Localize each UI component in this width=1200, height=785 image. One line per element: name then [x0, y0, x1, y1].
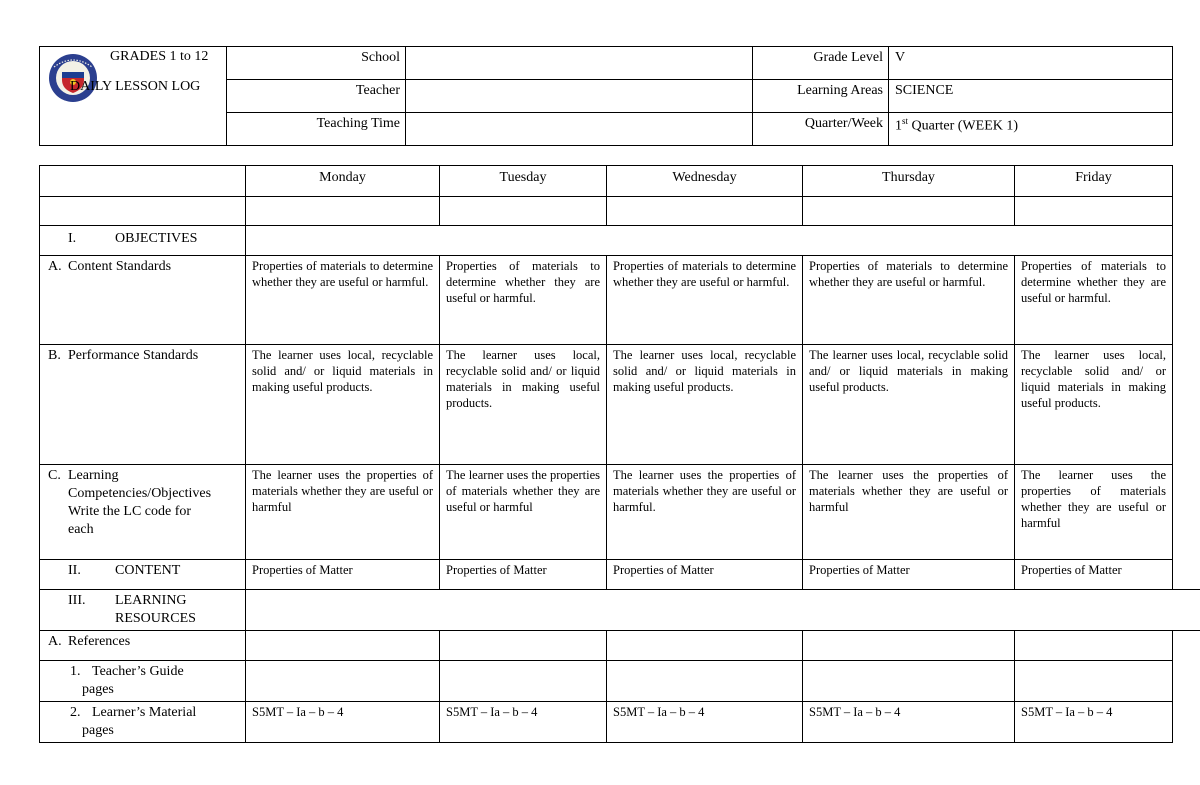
blank-cell[interactable]: [440, 197, 607, 226]
teachers-guide-thursday[interactable]: [803, 661, 1015, 702]
objectives-text: OBJECTIVES: [115, 231, 198, 246]
margin-cell: [1173, 226, 1200, 256]
blank-cell[interactable]: [1015, 197, 1173, 226]
content-label: [40, 560, 246, 590]
learners-material-tuesday[interactable]: S5MT – Ia – b – 4: [440, 702, 607, 743]
objectives-label: [40, 226, 246, 256]
learners-material-monday[interactable]: S5MT – Ia – b – 4: [246, 702, 440, 743]
competencies-friday[interactable]: The learner uses the properties of materials whether they are useful or harmful: [1015, 465, 1173, 560]
objectives-row: [40, 226, 1200, 256]
content-friday[interactable]: Properties of Matter: [1015, 560, 1173, 590]
content-tuesday[interactable]: Properties of Matter: [440, 560, 607, 590]
competencies-number: C.: [48, 468, 61, 483]
teachers-guide-text-1: Teacher’s Guide: [92, 664, 184, 679]
header-table: [39, 46, 1173, 146]
margin-cell: [1173, 465, 1200, 560]
teacher-label: Teacher: [227, 80, 406, 113]
content-standards-tuesday[interactable]: Properties of materials to determine whether they are useful or harmful.: [440, 256, 607, 345]
day-header-monday: Monday: [246, 166, 440, 197]
teachers-guide-text-2: pages: [82, 682, 114, 697]
performance-standards-monday[interactable]: The learner uses local, recyclable solid and/ or liquid materials in making useful products.: [246, 345, 440, 465]
performance-standards-row: [40, 345, 1200, 465]
blank-row: [40, 197, 1200, 226]
learners-material-label: [40, 702, 246, 743]
competencies-row: [40, 465, 1200, 560]
content-standards-number: A.: [48, 259, 62, 274]
performance-standards-number: B.: [48, 348, 61, 363]
content-wednesday[interactable]: Properties of Matter: [607, 560, 803, 590]
quarter-week-value[interactable]: [889, 113, 1173, 146]
content-thursday[interactable]: Properties of Matter: [803, 560, 1015, 590]
teacher-value[interactable]: [406, 80, 753, 113]
learning-resources-number: III.: [68, 593, 86, 608]
performance-standards-thursday[interactable]: The learner uses local, recyclable solid and/ or liquid materials in making useful products.: [803, 345, 1015, 465]
content-standards-monday[interactable]: Properties of materials to determine whether they are useful or harmful.: [246, 256, 440, 345]
references-row: [40, 631, 1200, 661]
references-friday[interactable]: [1015, 631, 1173, 661]
performance-standards-wednesday[interactable]: The learner uses local, recyclable solid and/ or liquid materials in making useful products.: [607, 345, 803, 465]
competencies-monday[interactable]: The learner uses the properties of materials whether they are useful or harmful: [246, 465, 440, 560]
performance-standards-text: Performance Standards: [68, 348, 199, 363]
content-text: CONTENT: [115, 563, 181, 578]
content-standards-text: Content Standards: [68, 259, 172, 274]
learning-resources-span-cell[interactable]: [246, 590, 1200, 631]
references-number: A.: [48, 634, 62, 649]
margin-cell: [1173, 166, 1200, 197]
school-value[interactable]: [406, 47, 753, 80]
lesson-log-table: [39, 165, 1200, 743]
blank-cell[interactable]: [803, 197, 1015, 226]
competencies-wednesday[interactable]: The learner uses the properties of materials whether they are useful or harmful.: [607, 465, 803, 560]
teaching-time-label: Teaching Time: [227, 113, 406, 146]
day-header-friday: Friday: [1015, 166, 1173, 197]
blank-cell[interactable]: [246, 197, 440, 226]
teachers-guide-monday[interactable]: [246, 661, 440, 702]
learners-material-text-2: pages: [82, 723, 114, 738]
teachers-guide-friday[interactable]: [1015, 661, 1173, 702]
blank-cell[interactable]: [40, 197, 246, 226]
corner-cell: [40, 166, 246, 197]
content-standards-row: [40, 256, 1200, 345]
deped-seal-icon: [48, 53, 98, 103]
grades-title: GRADES 1 to 12: [110, 49, 209, 64]
day-header-wednesday: Wednesday: [607, 166, 803, 197]
references-wednesday[interactable]: [607, 631, 803, 661]
teachers-guide-tuesday[interactable]: [440, 661, 607, 702]
competencies-label: [40, 465, 246, 560]
learning-resources-row: [40, 590, 1200, 631]
grade-level-label: Grade Level: [753, 47, 889, 80]
content-standards-label: [40, 256, 246, 345]
competencies-thursday[interactable]: The learner uses the properties of materials whether they are useful or harmful: [803, 465, 1015, 560]
teachers-guide-label: [40, 661, 246, 702]
competencies-tuesday[interactable]: The learner uses the properties of materials whether they are useful or harmful: [440, 465, 607, 560]
objectives-span-cell[interactable]: [246, 226, 1173, 256]
content-row: [40, 560, 1200, 590]
content-standards-thursday[interactable]: Properties of materials to determine whether they are useful or harmful.: [803, 256, 1015, 345]
teaching-time-value[interactable]: [406, 113, 753, 146]
day-header-thursday: Thursday: [803, 166, 1015, 197]
competencies-text-4: each: [68, 522, 94, 537]
school-label: School: [227, 47, 406, 80]
content-standards-wednesday[interactable]: Properties of materials to determine whether they are useful or harmful.: [607, 256, 803, 345]
margin-cell: [1173, 631, 1200, 661]
teachers-guide-number: 1.: [70, 664, 81, 679]
quarter-number: 1: [895, 118, 902, 134]
margin-cell: [1173, 345, 1200, 465]
quarter-rest: Quarter (WEEK 1): [908, 118, 1019, 134]
references-monday[interactable]: [246, 631, 440, 661]
margin-cell: [1173, 702, 1200, 743]
performance-standards-label: [40, 345, 246, 465]
performance-standards-friday[interactable]: The learner uses local, recyclable solid and/ or liquid materials in making useful products.: [1015, 345, 1173, 465]
teachers-guide-row: [40, 661, 1200, 702]
learning-areas-value[interactable]: SCIENCE: [889, 80, 1173, 113]
learners-material-number: 2.: [70, 705, 81, 720]
competencies-text-2: Competencies/Objectives: [68, 486, 212, 501]
day-header-row: [40, 166, 1200, 197]
competencies-text-1: Learning: [68, 468, 119, 483]
margin-cell: [1173, 661, 1200, 702]
blank-cell[interactable]: [607, 197, 803, 226]
learners-material-friday[interactable]: S5MT – Ia – b – 4: [1015, 702, 1173, 743]
header-logo-cell: [40, 47, 227, 146]
content-monday[interactable]: Properties of Matter: [246, 560, 440, 590]
references-text: References: [68, 634, 131, 649]
learning-resources-text-1: LEARNING: [115, 593, 187, 608]
references-label: [40, 631, 246, 661]
references-thursday[interactable]: [803, 631, 1015, 661]
competencies-text-3: Write the LC code for: [68, 504, 192, 519]
learners-material-thursday[interactable]: S5MT – Ia – b – 4: [803, 702, 1015, 743]
learners-material-text-1: Learner’s Material: [92, 705, 197, 720]
performance-standards-tuesday[interactable]: The learner uses local, recyclable solid and/ or liquid materials in making useful products.: [440, 345, 607, 465]
content-number: II.: [68, 563, 81, 578]
learners-material-wednesday[interactable]: S5MT – Ia – b – 4: [607, 702, 803, 743]
margin-cell: [1173, 256, 1200, 345]
learners-material-row: [40, 702, 1200, 743]
margin-cell: [1173, 197, 1200, 226]
daily-lesson-log-title: DAILY LESSON LOG: [70, 79, 201, 94]
learning-resources-label: [40, 590, 246, 631]
objectives-number: I.: [68, 231, 77, 246]
quarter-week-label: Quarter/Week: [753, 113, 889, 146]
grade-level-value[interactable]: V: [889, 47, 1173, 80]
learning-resources-text-2: RESOURCES: [115, 611, 196, 626]
margin-cell: [1173, 560, 1200, 590]
content-standards-friday[interactable]: Properties of materials to determine whether they are useful or harmful.: [1015, 256, 1173, 345]
references-tuesday[interactable]: [440, 631, 607, 661]
day-header-tuesday: Tuesday: [440, 166, 607, 197]
teachers-guide-wednesday[interactable]: [607, 661, 803, 702]
quarter-ordinal: st: [902, 116, 909, 126]
learning-areas-label: Learning Areas: [753, 80, 889, 113]
